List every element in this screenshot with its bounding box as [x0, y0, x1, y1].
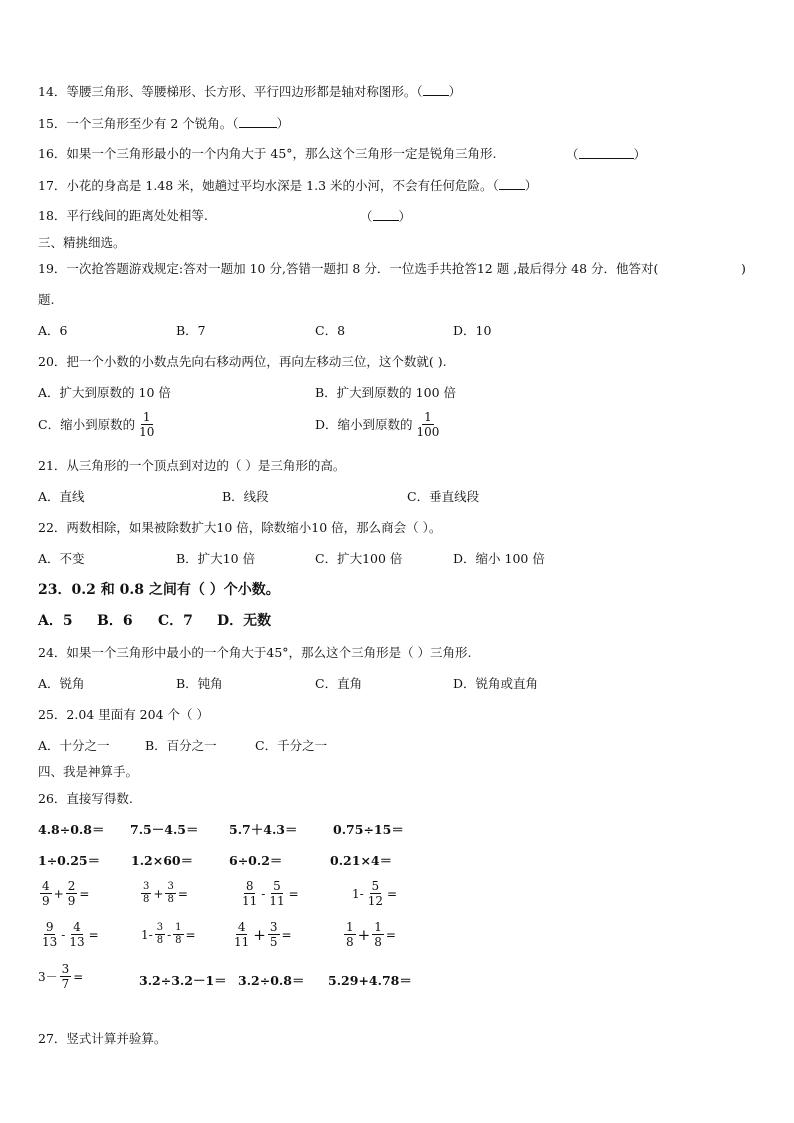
- option-c[interactable]: C．直角: [315, 676, 363, 691]
- fraction: $\frac{1}{100}$: [416, 410, 440, 439]
- option-b[interactable]: B．百分之一: [145, 738, 217, 753]
- calc-item[interactable]: 1- $\frac{3}{8}$ - $\frac{1}{8}$ =: [141, 922, 196, 946]
- question-15: 15．一个三角形至少有 2 个锐角。（ ）: [38, 116, 290, 131]
- option-b[interactable]: B．钝角: [176, 676, 223, 691]
- option-c[interactable]: C．扩大100 倍: [315, 551, 403, 566]
- option-d[interactable]: D．缩小 100 倍: [453, 551, 545, 566]
- question-19-cont: 题.: [38, 292, 55, 307]
- fraction: $\frac{9}{13}$: [42, 920, 58, 949]
- question-18: 18．平行线间的距离处处相等.: [38, 208, 208, 223]
- calc-item[interactable]: 3.2÷0.8＝: [238, 973, 305, 988]
- option-a[interactable]: A．不变: [38, 551, 85, 566]
- option-c[interactable]: C．千分之一: [255, 738, 328, 753]
- calc-item[interactable]: $\frac{4}{11}$ + $\frac{3}{5}$ =: [234, 920, 292, 949]
- fraction: $\frac{1}{8}$: [374, 920, 382, 949]
- fraction: $\frac{3}{8}$: [156, 922, 164, 946]
- option-c[interactable]: C．7: [158, 613, 193, 629]
- calc-item[interactable]: 3－ $\frac{3}{7}$ =: [38, 962, 84, 991]
- option-c[interactable]: C．垂直线段: [407, 489, 480, 504]
- option-b[interactable]: B．7: [176, 323, 206, 338]
- answer-blank[interactable]: [239, 115, 277, 128]
- calc-item[interactable]: $\frac{4}{9}$ + $\frac{2}{9}$ =: [42, 879, 90, 908]
- question-16-bracket: （ ）: [566, 147, 647, 162]
- option-a[interactable]: A．直线: [38, 489, 85, 504]
- calc-item[interactable]: 0.21×4＝: [330, 853, 393, 868]
- option-a[interactable]: A．扩大到原数的 10 倍: [38, 385, 171, 400]
- fraction: $\frac{3}{7}$: [61, 962, 70, 991]
- option-d[interactable]: D．锐角或直角: [453, 676, 539, 691]
- fraction: $\frac{1}{8}$: [175, 922, 182, 946]
- question-27: 27．竖式计算并验算。: [38, 1031, 167, 1046]
- question-25: 25．2.04 里面有 204 个（ ）: [38, 707, 209, 722]
- option-b[interactable]: B．6: [97, 613, 133, 629]
- question-26: 26．直接写得数.: [38, 791, 133, 806]
- fraction: $\frac{4}{9}$: [42, 879, 50, 908]
- fraction: $\frac{5}{12}$: [367, 879, 383, 908]
- calc-item[interactable]: 5.7＋4.3＝: [229, 822, 298, 837]
- calc-item[interactable]: 0.75÷15＝: [333, 822, 404, 837]
- option-c[interactable]: C．8: [315, 323, 346, 338]
- option-b[interactable]: B．线段: [222, 489, 269, 504]
- question-16: 16．如果一个三角形最小的一个内角大于 45°，那么这个三角形一定是锐角三角形.: [38, 146, 497, 161]
- fraction: $\frac{4}{11}$: [234, 920, 250, 949]
- section-heading: 三、精挑细选。: [38, 235, 126, 250]
- section-heading: 四、我是神算手。: [38, 764, 139, 779]
- question-24: 24．如果一个三角形中最小的一个角大于45°，那么这个三角形是（ ）三角形.: [38, 645, 472, 660]
- option-a[interactable]: A．6: [38, 323, 68, 338]
- answer-blank[interactable]: [499, 177, 525, 190]
- calc-item[interactable]: 5.29+4.78＝: [328, 973, 412, 988]
- calc-item[interactable]: 3.2÷3.2－1＝: [139, 973, 227, 988]
- calc-item[interactable]: $\frac{8}{11}$ - $\frac{5}{11}$ =: [242, 879, 299, 908]
- question-14: 14．等腰三角形、等腰梯形、长方形、平行四边形都是轴对称图形。（ ）: [38, 84, 462, 99]
- question-21: 21．从三角形的一个顶点到对边的（ ）是三角形的高。: [38, 458, 346, 473]
- question-18-bracket: （ ）: [360, 209, 412, 224]
- fraction: $\frac{3}{8}$: [143, 881, 150, 905]
- calc-item[interactable]: 7.5－4.5＝: [130, 822, 199, 837]
- fraction: $\frac{2}{9}$: [67, 879, 76, 908]
- fraction: $\frac{1}{10}$: [139, 410, 155, 439]
- question-22: 22．两数相除，如果被除数扩大10 倍，除数缩小10 倍，那么商会（ ）。: [38, 520, 442, 535]
- option-d[interactable]: D．10: [453, 323, 492, 338]
- fraction: $\frac{1}{8}$: [346, 920, 354, 949]
- question-17: 17．小花的身高是 1.48 米，她趟过平均水深是 1.3 米的小河，不会有任何危险。（ ）: [38, 178, 538, 193]
- answer-blank[interactable]: [423, 83, 449, 96]
- option-a[interactable]: A．十分之一: [38, 738, 110, 753]
- option-b[interactable]: B．扩大10 倍: [176, 551, 256, 566]
- option-b[interactable]: B．扩大到原数的 100 倍: [315, 385, 456, 400]
- option-c[interactable]: C．缩小到原数的 $\frac{1}{10}$: [38, 410, 155, 439]
- option-d[interactable]: D．缩小到原数的 $\frac{1}{100}$: [315, 410, 440, 439]
- calc-item[interactable]: 4.8÷0.8＝: [38, 822, 105, 837]
- calc-item[interactable]: 1- $\frac{5}{12}$ =: [352, 879, 398, 908]
- question-23: 23．0.2 和 0.8 之间有（ ）个小数。: [38, 582, 280, 598]
- option-d[interactable]: D．无数: [217, 613, 272, 629]
- calc-item[interactable]: $\frac{3}{8}$ + $\frac{3}{8}$ =: [143, 881, 188, 905]
- option-a[interactable]: A．锐角: [38, 676, 85, 691]
- fraction: $\frac{8}{11}$: [242, 879, 258, 908]
- question-20: 20．把一个小数的小数点先向右移动两位，再向左移动三位，这个数就( ).: [38, 354, 447, 369]
- question-19: 19．一次抢答题游戏规定:答对一题加 10 分,答错一题扣 8 分．一位选手共抢答12 题 ,最后得分 48 分．他答对(: [38, 261, 659, 276]
- calc-item[interactable]: $\frac{1}{8}$ + $\frac{1}{8}$ =: [346, 920, 396, 949]
- option-a[interactable]: A．5: [38, 613, 73, 629]
- calc-item[interactable]: $\frac{9}{13}$ - $\frac{4}{13}$ =: [42, 920, 99, 949]
- calc-item[interactable]: 1÷0.25＝: [38, 853, 101, 868]
- fraction: $\frac{5}{11}$: [269, 879, 285, 908]
- answer-blank[interactable]: [579, 146, 634, 159]
- fraction: $\frac{3}{8}$: [167, 881, 174, 905]
- calc-item[interactable]: 1.2×60＝: [131, 853, 194, 868]
- answer-blank[interactable]: [373, 208, 399, 221]
- fraction: $\frac{3}{5}$: [269, 920, 278, 949]
- fraction: $\frac{4}{13}$: [69, 920, 85, 949]
- calc-item[interactable]: 6÷0.2＝: [229, 853, 283, 868]
- question-19-close: ): [741, 261, 746, 276]
